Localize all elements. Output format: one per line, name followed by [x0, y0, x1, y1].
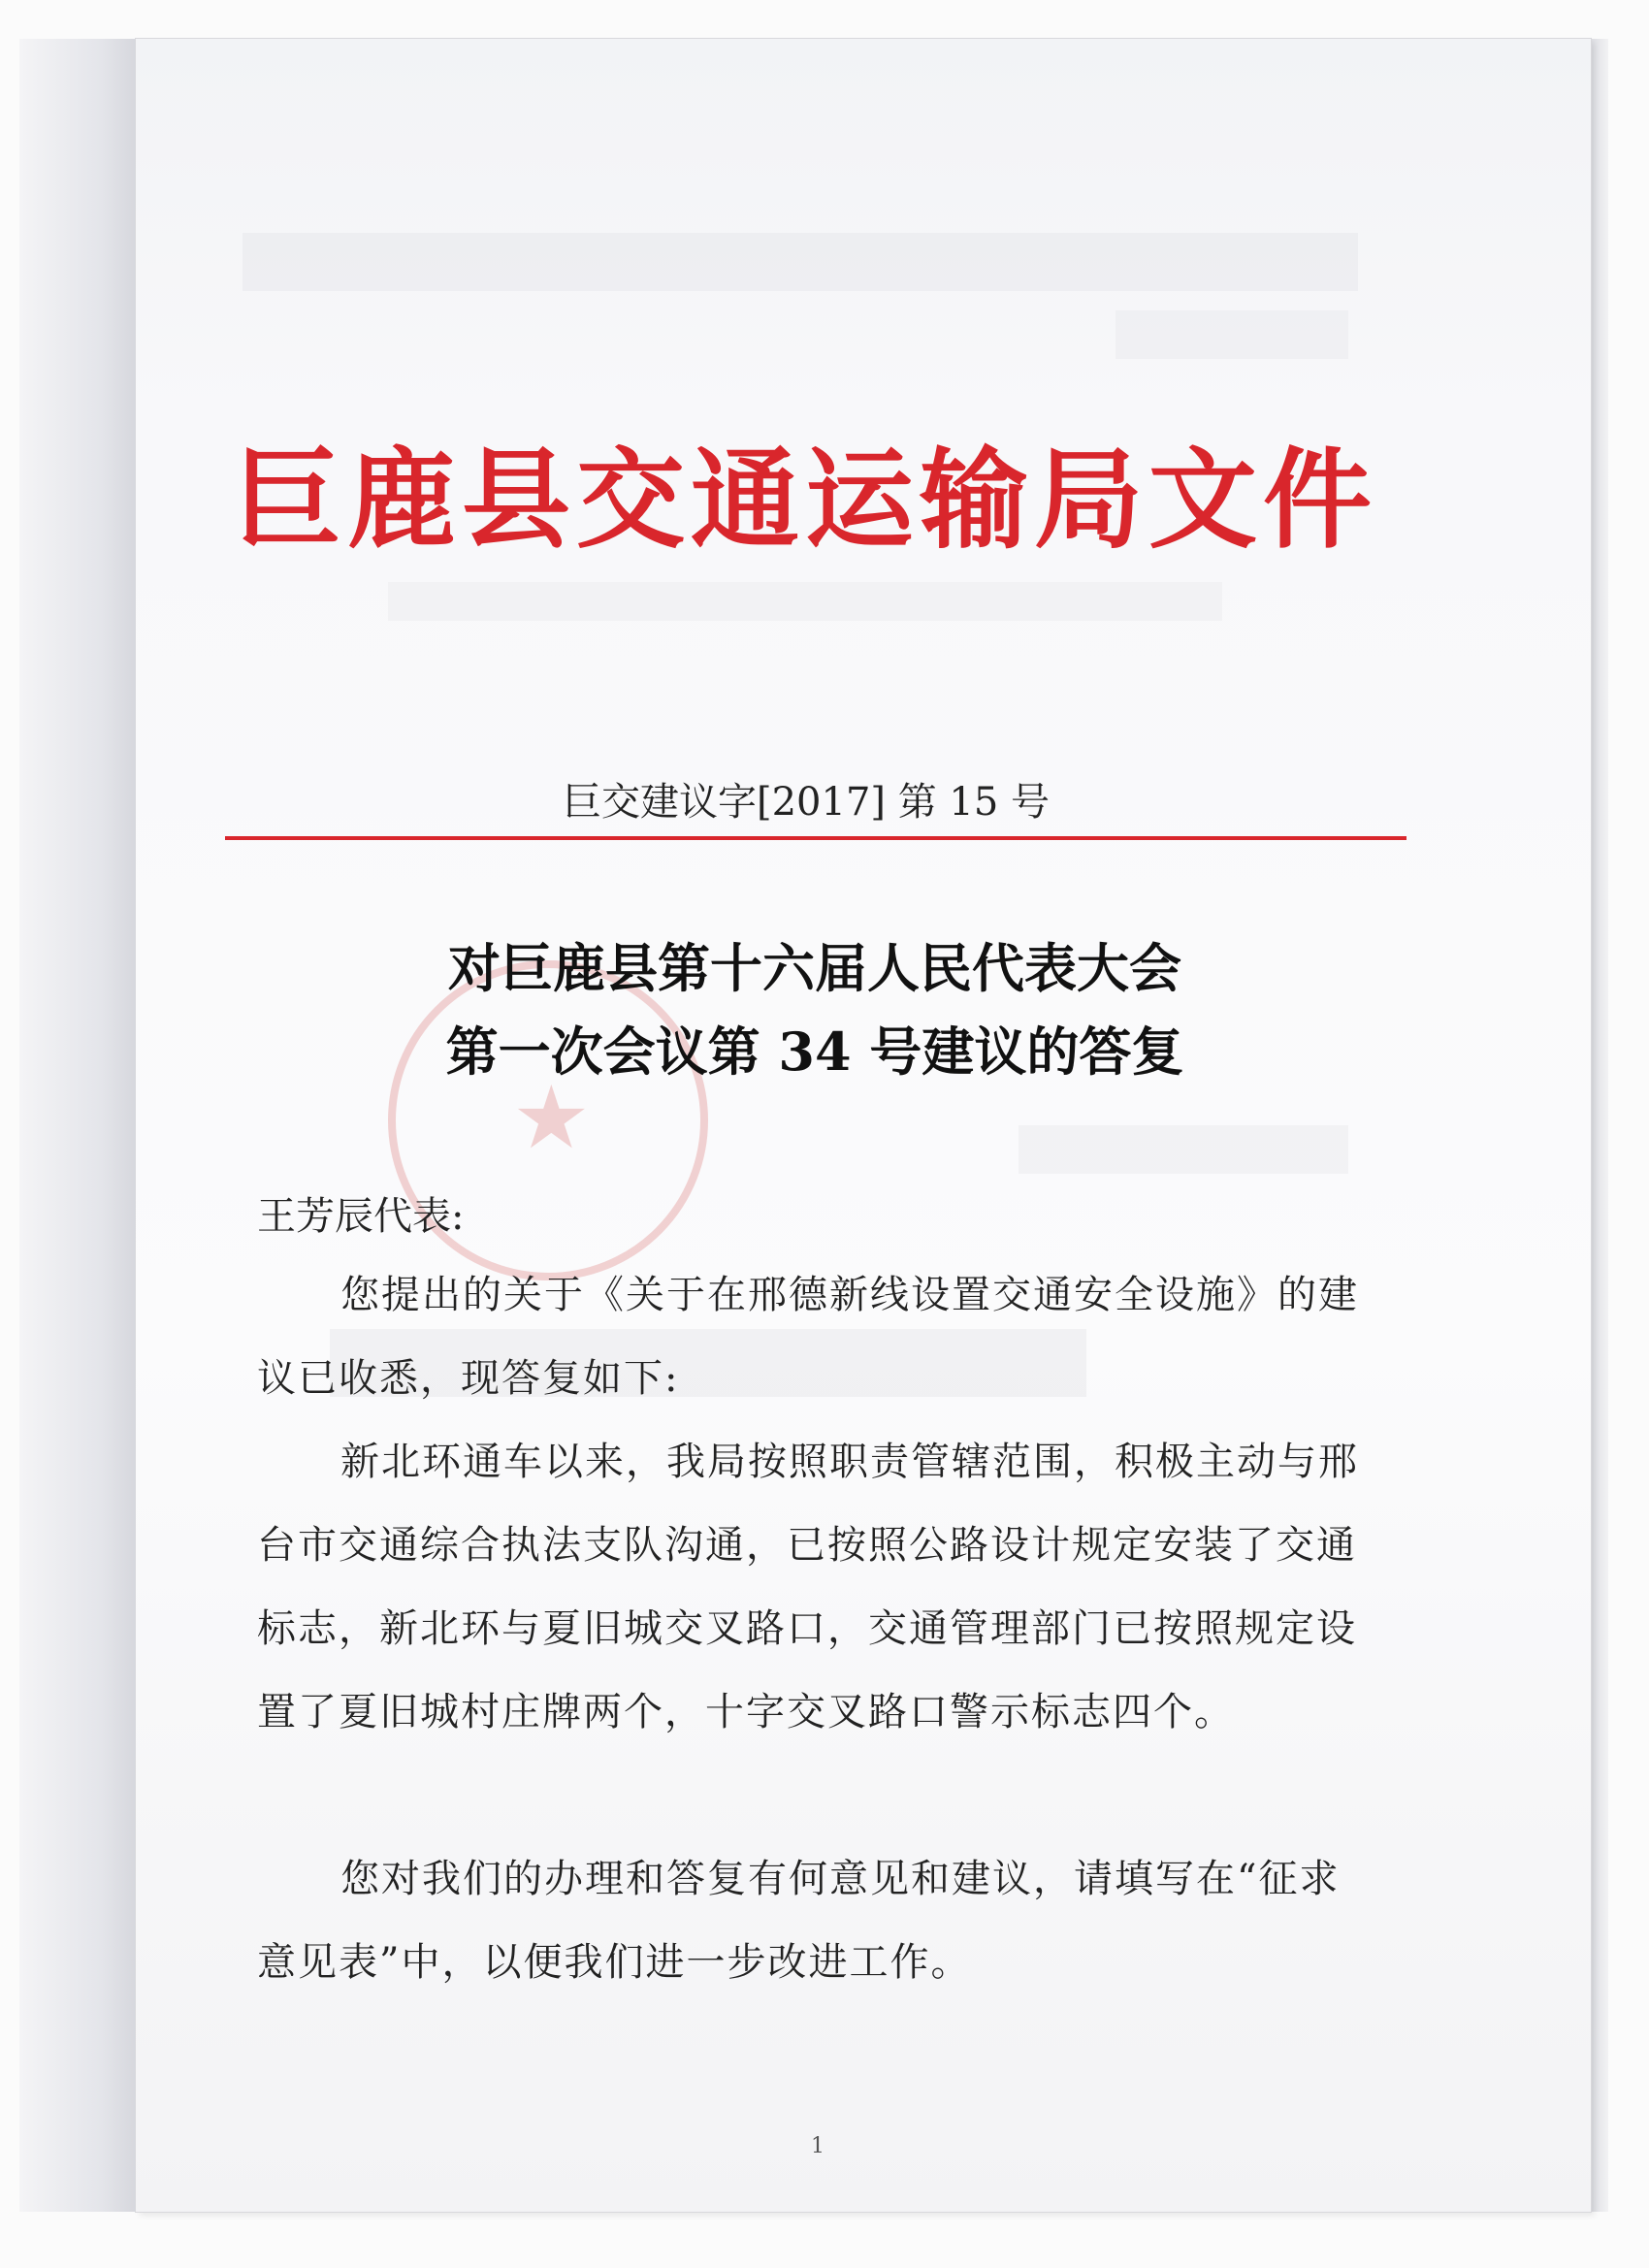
document-title — [378, 926, 1251, 1093]
page-right-edge — [1591, 39, 1608, 2212]
document-number: 巨交建议字[2017] 第 15 号 — [563, 780, 1051, 825]
title-line-2: 第一次会议第 34 号建议的答复 — [445, 1021, 1184, 1083]
letterhead-title: 巨鹿县交通运输局文件 — [233, 437, 1377, 564]
salutation: 王芳辰代表: — [257, 1194, 465, 1239]
star-seal-icon: ★ — [512, 1067, 591, 1169]
bleed-through-block — [242, 233, 1358, 291]
previous-page-edge — [19, 39, 136, 2212]
body-paragraph-1: 您提出的关于《关于在邢德新线设置交通安全设施》的建议已收悉，现答复如下: — [257, 1273, 1359, 1401]
title-line-1: 对巨鹿县第十六届人民代表大会 — [448, 937, 1181, 999]
bleed-through-block — [1116, 310, 1348, 359]
body-paragraph-3: 您对我们的办理和答复有何意见和建议，请填写在“征求意见表”中，以便我们进一步改进工作。 — [257, 1857, 1341, 1985]
red-divider-rule — [225, 836, 1406, 840]
bleed-through-block — [1018, 1125, 1348, 1174]
bleed-through-block — [388, 582, 1222, 621]
body-paragraph-2: 新北环通车以来，我局按照职责管辖范围，积极主动与邢台市交通综合执法支队沟通，已按照公路设计规定安装了交通标志，新北环与夏旧城交叉路口，交通管理部门已按照规定设置了夏旧城村庄牌两个，十字交叉路口警示标志四个。 — [257, 1440, 1359, 1734]
page-number: 1 — [811, 2134, 824, 2158]
